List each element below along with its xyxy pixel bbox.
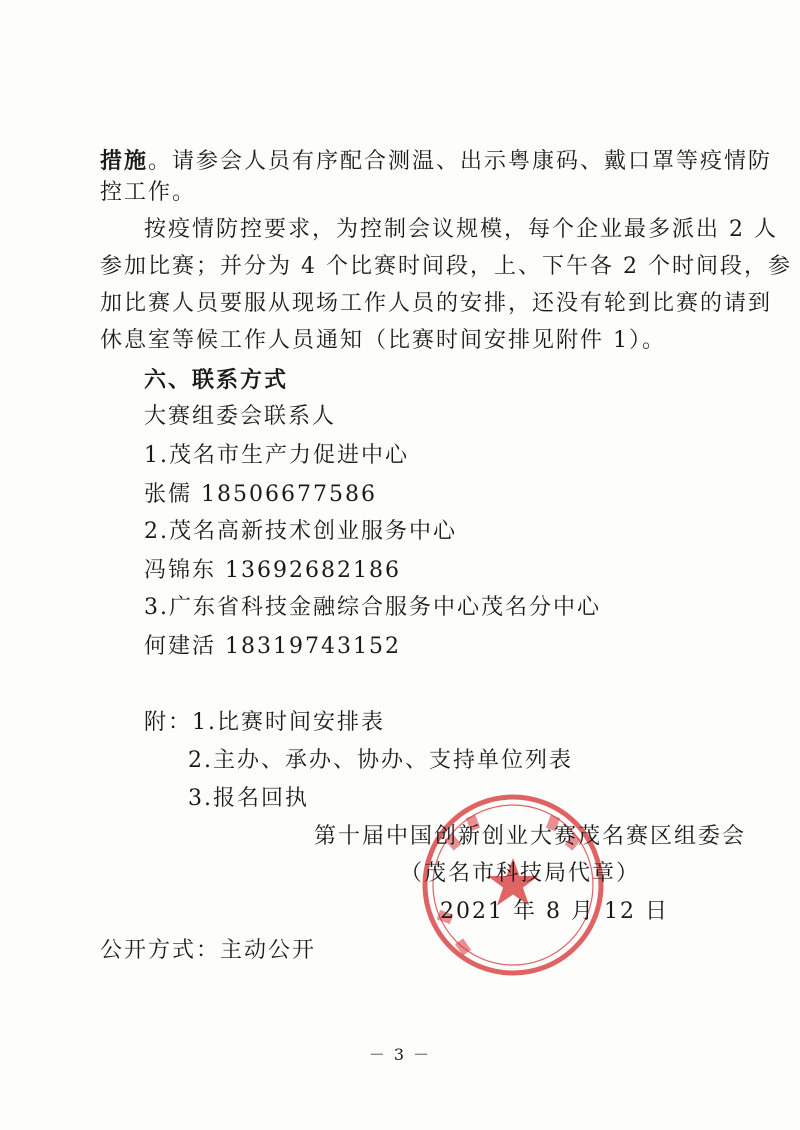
paragraph-2-line-3: 加比赛人员要服从现场工作人员的安排，还没有轮到比赛的请到: [100, 291, 773, 316]
attachment-item-2: 2.主办、承办、协办、支持单位列表: [188, 748, 573, 773]
contacts-intro: 大赛组委会联系人: [144, 404, 337, 429]
paragraph-2-line-1: 按疫情防控要求，为控制会议规模，每个企业最多派出 2 人: [144, 217, 778, 242]
page-number: － 3 －: [368, 1045, 432, 1064]
signature-date: 2021 年 8 月 12 日: [440, 899, 669, 924]
bold-term: 措施: [100, 148, 149, 174]
signature-organization: 第十届中国创新创业大赛茂名赛区组委会: [314, 824, 747, 849]
contact-org-3: 3.广东省科技金融综合服务中心茂名分中心: [144, 595, 601, 620]
disclosure-method: 公开方式：主动公开: [100, 938, 317, 963]
paragraph-1-text: 。请参会人员有序配合测温、出示粤康码、戴口罩等疫情防: [148, 149, 773, 174]
paragraph-2-line-2: 参加比赛；并分为 4 个比赛时间段，上、下午各 2 个时间段，参: [100, 254, 792, 279]
contact-org-1: 1.茂名市生产力促进中心: [144, 443, 409, 468]
section-heading-contacts: 六、联系方式: [144, 367, 289, 393]
signature-proxy-seal-note: （茂名市科技局代章）: [400, 861, 641, 886]
contact-person-1: 张儒 18506677586: [144, 482, 377, 507]
attachment-row-1: [144, 708, 385, 738]
attachments-label: 附：: [144, 710, 193, 735]
paragraph-2-line-4: 休息室等候工作人员通知（比赛时间安排见附件 1）。: [100, 328, 666, 353]
paragraph-1-line-1: [100, 146, 772, 177]
contact-org-2: 2.茂名高新技术创业服务中心: [144, 519, 457, 544]
contact-person-3: 何建活 18319743152: [144, 634, 401, 659]
contact-person-2: 冯锦东 13692682186: [144, 558, 401, 583]
paragraph-1-line-2: 控工作。: [100, 180, 197, 205]
attachment-item-1: 1.比赛时间安排表: [192, 710, 386, 735]
attachment-item-3: 3.报名回执: [188, 786, 309, 811]
